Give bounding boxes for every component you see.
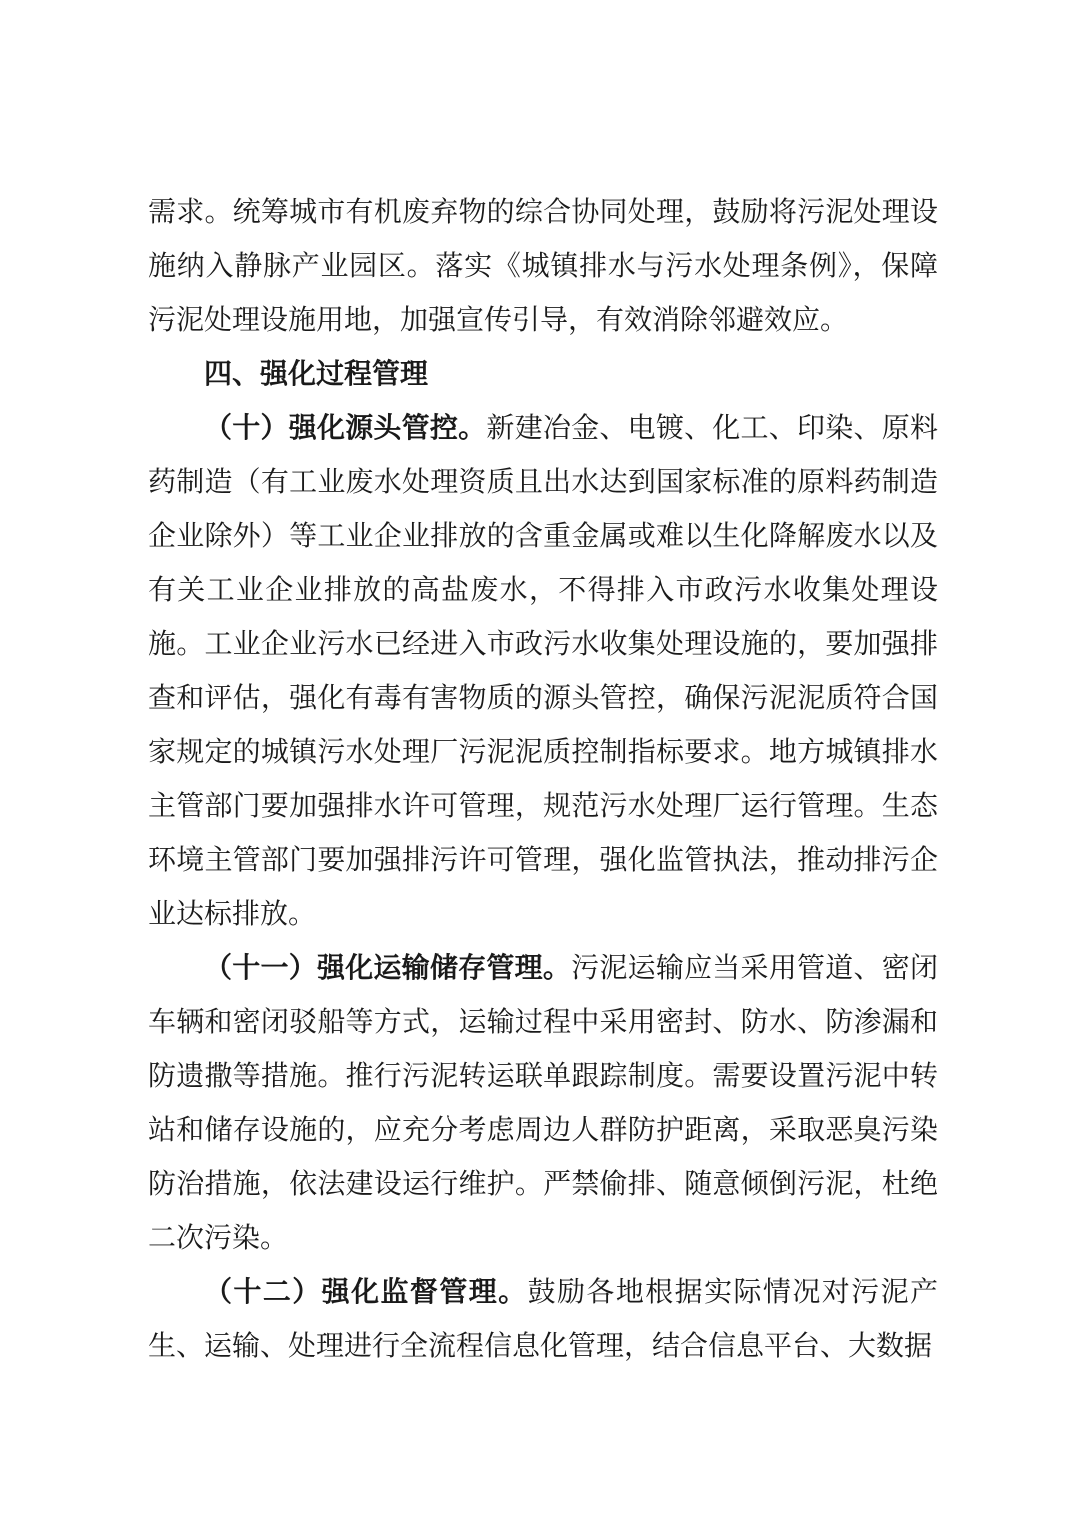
- item-10-lead: （十）强化源头管控。: [204, 411, 487, 444]
- item-11-body: 污泥运输应当采用管道、密闭车辆和密闭驳船等方式，运输过程中采用密封、防水、防渗漏和防遗撒等措施。推行污泥转运联单跟踪制度。需要设置污泥中转站和储存设施的，应充分考虑周边人群防护距离，采取恶臭污染防治措施，依法建设运行维护。严禁偷排、随意倾倒污泥，杜绝二次污染。: [148, 951, 938, 1254]
- item-11-lead: （十一）强化运输储存管理。: [204, 951, 572, 984]
- item-10-body: 新建冶金、电镀、化工、印染、原料药制造（有工业废水处理资质且出水达到国家标准的原料药制造企业除外）等工业企业排放的含重金属或难以生化降解废水以及有关工业企业排放的高盐废水，不得排入市政污水收集处理设施。工业企业污水已经进入市政污水收集处理设施的，要加强排查和评估，强化有毒有害物质的源头管控，确保污泥泥质符合国家规定的城镇污水处理厂污泥泥质控制指标要求。地方城镇排水主管部门要加强排水许可管理，规范污水处理厂运行管理。生态环境主管部门要加强排污许可管理，强化监管执法，推动排污企业达标排放。: [148, 411, 938, 930]
- item-12-body: 鼓励各地根据实际情况对污泥产生、运输、处理进行全流程信息化管理，结合信息平台、大数据: [148, 1275, 938, 1362]
- paragraph-item-12: [148, 1265, 938, 1373]
- document-body: [148, 185, 938, 1373]
- paragraph-item-10: [148, 401, 938, 941]
- paragraph-continuation: 需求。统筹城市有机废弃物的综合协同处理，鼓励将污泥处理设施纳入静脉产业园区。落实《城镇排水与污水处理条例》，保障污泥处理设施用地，加强宣传引导，有效消除邻避效应。: [148, 195, 938, 336]
- item-12-lead: （十二）强化监督管理。: [204, 1275, 528, 1308]
- section-heading: 四、强化过程管理: [204, 357, 429, 390]
- paragraph-item-11: [148, 941, 938, 1265]
